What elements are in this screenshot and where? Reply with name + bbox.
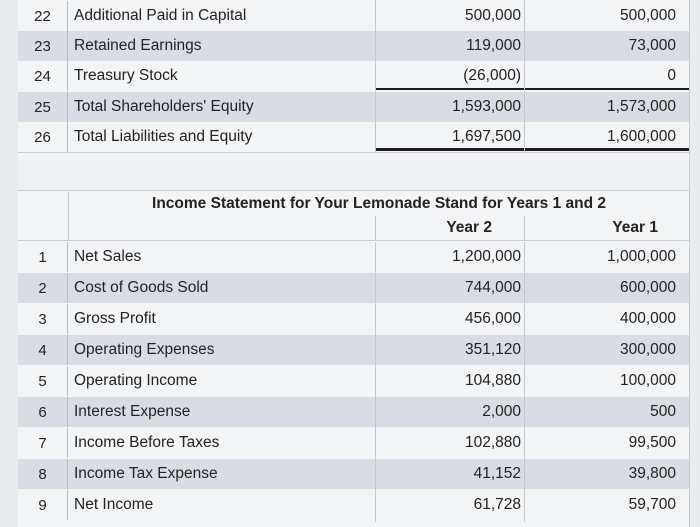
column-divider (524, 0, 525, 152)
row-label: Income Before Taxes (74, 434, 220, 451)
year1-header: Year 1 (612, 219, 658, 236)
row-number: 26 (18, 122, 68, 152)
row-label: Income Tax Expense (74, 465, 218, 482)
year2-value: 456,000 (464, 310, 521, 327)
year2-value: (26,000) (463, 67, 521, 84)
row-number: 6 (18, 397, 68, 427)
column-divider (68, 192, 69, 240)
year2-header: Year 2 (446, 219, 492, 236)
row-label: Total Shareholders' Equity (74, 98, 254, 115)
year1-value: 500 (650, 403, 676, 420)
year1-value: 0 (667, 67, 676, 84)
row-number: 1 (18, 242, 68, 272)
row-number: 3 (18, 304, 68, 334)
year2-value: 102,880 (464, 434, 521, 451)
divider (18, 240, 690, 241)
row-label: Cost of Goods Sold (74, 279, 209, 296)
column-divider (524, 216, 525, 240)
year1-value: 73,000 (628, 37, 676, 54)
row-label: Net Income (74, 496, 154, 513)
row-number: 7 (18, 428, 68, 458)
row-label: Additional Paid in Capital (74, 7, 247, 24)
row-label: Retained Earnings (74, 37, 202, 54)
table-row[interactable] (18, 1, 690, 31)
year2-value: 104,880 (464, 372, 521, 389)
year2-value: 2,000 (482, 403, 521, 420)
table-row[interactable] (18, 490, 690, 520)
year2-value: 61,728 (473, 496, 521, 513)
year1-value: 1,000,000 (607, 248, 676, 265)
year2-value: 1,593,000 (452, 98, 521, 115)
divider (18, 190, 690, 191)
table-row[interactable] (18, 273, 690, 303)
year1-value: 1,573,000 (607, 98, 676, 115)
column-divider (375, 216, 376, 240)
table-row[interactable] (18, 397, 690, 427)
row-label: Operating Expenses (74, 341, 215, 358)
year1-value: 59,700 (628, 496, 676, 513)
table-row[interactable] (18, 304, 690, 334)
year1-value: 39,800 (628, 465, 676, 482)
row-number: 2 (18, 273, 68, 303)
table-row[interactable] (18, 242, 690, 272)
year2-value: 500,000 (464, 7, 521, 24)
row-number: 8 (18, 459, 68, 489)
column-divider (689, 0, 690, 527)
divider (18, 152, 690, 153)
year2-value: 351,120 (464, 341, 521, 358)
year2-value: 1,200,000 (452, 248, 521, 265)
column-divider (375, 0, 376, 152)
row-label: Operating Income (74, 372, 198, 389)
year2-value: 744,000 (464, 279, 521, 296)
table-row[interactable] (18, 335, 690, 365)
empty-row[interactable] (18, 160, 690, 190)
row-label: Net Sales (74, 248, 142, 265)
table-row[interactable] (18, 459, 690, 489)
row-number: 9 (18, 490, 68, 520)
year1-value: 400,000 (619, 310, 676, 327)
row-label: Treasury Stock (74, 67, 178, 84)
row-number: 25 (18, 92, 68, 122)
subtotal-rule (375, 88, 690, 90)
column-divider (375, 242, 376, 522)
table-row[interactable] (18, 428, 690, 458)
year1-value: 100,000 (619, 372, 676, 389)
table-row[interactable] (18, 31, 690, 61)
year1-value: 600,000 (619, 279, 676, 296)
row-number: 23 (18, 31, 68, 61)
table-row[interactable] (18, 61, 690, 91)
year1-value: 99,500 (628, 434, 676, 451)
year2-value: 119,000 (466, 37, 521, 54)
row-label: Total Liabilities and Equity (74, 128, 253, 145)
row-label: Interest Expense (74, 403, 191, 420)
year2-value: 41,152 (473, 465, 521, 482)
table-row[interactable] (18, 366, 690, 396)
row-number: 5 (18, 366, 68, 396)
spreadsheet (18, 0, 690, 527)
row-number: 22 (18, 1, 68, 31)
row-number: 24 (18, 61, 68, 91)
table-row[interactable] (18, 92, 690, 122)
year1-value: 300,000 (619, 341, 676, 358)
year1-value: 1,600,000 (607, 128, 676, 145)
row-label: Gross Profit (74, 310, 156, 327)
year1-value: 500,000 (619, 7, 676, 24)
year2-value: 1,697,500 (452, 128, 521, 145)
total-double-rule (375, 148, 690, 151)
income-statement-title: Income Statement for Your Lemonade Stand for Years 1 and 2 (152, 195, 606, 212)
row-number: 4 (18, 335, 68, 365)
column-divider (524, 242, 525, 522)
